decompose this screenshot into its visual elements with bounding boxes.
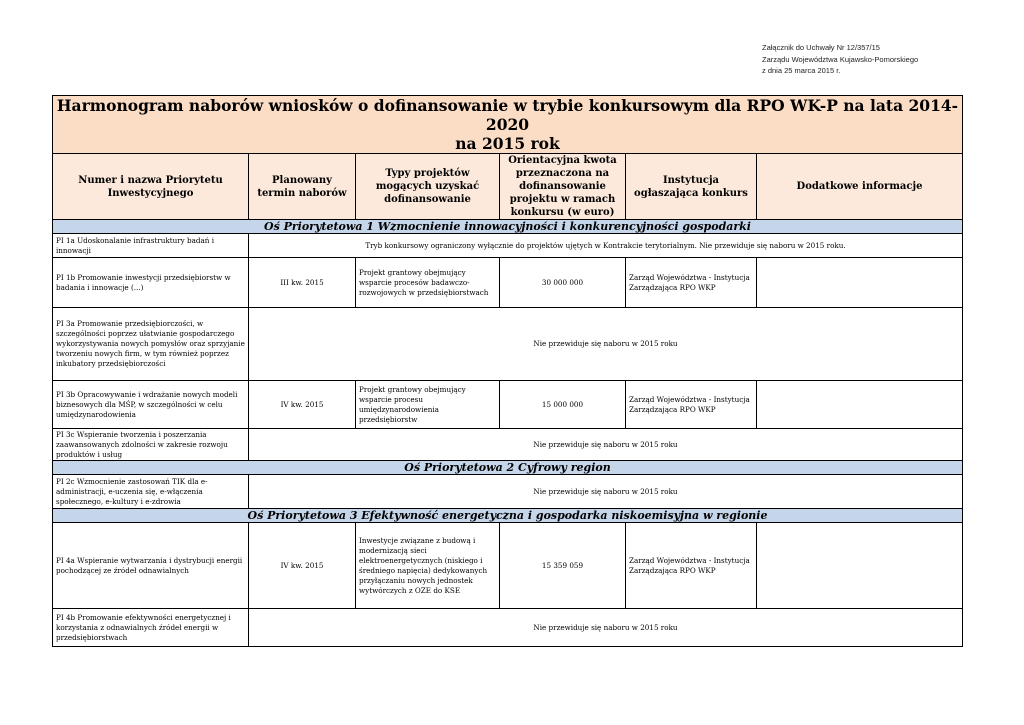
axis-row-1 bbox=[53, 220, 963, 234]
header-institution: Instytucja ogłaszająca konkurs bbox=[626, 154, 757, 220]
attachment-note bbox=[762, 42, 918, 77]
table-row bbox=[53, 308, 963, 381]
row-note: Nie przewiduje się naboru w 2015 roku bbox=[249, 609, 963, 647]
table-row bbox=[53, 429, 963, 461]
priority-name: PI 1a Udoskonalanie infrastruktury badań i innowacji bbox=[53, 234, 249, 258]
header-priority: Numer i nazwa Priorytetu Inwestycyjnego bbox=[53, 154, 249, 220]
row-note: Nie przewiduje się naboru w 2015 roku bbox=[249, 429, 963, 461]
header-term: Planowany termin naborów bbox=[249, 154, 356, 220]
table-row bbox=[53, 475, 963, 509]
title-row bbox=[53, 96, 963, 154]
institution: Zarząd Województwa - Instytucja Zarządzająca RPO WKP bbox=[626, 523, 757, 609]
institution: Zarząd Województwa - Instytucja Zarządzająca RPO WKP bbox=[626, 381, 757, 429]
note-line-3: z dnia 25 marca 2015 r. bbox=[762, 66, 841, 75]
header-additional-info: Dodatkowe informacje bbox=[757, 154, 963, 220]
row-note: Nie przewiduje się naboru w 2015 roku bbox=[249, 475, 963, 509]
priority-name: PI 3b Opracowywanie i wdrażanie nowych modeli biznesowych dla MŚP, w szczególności w celu umiędzynarodowienia bbox=[53, 381, 249, 429]
table-row bbox=[53, 381, 963, 429]
title-line-1: Harmonogram naborów wniosków o dofinansowanie w trybie konkursowym dla RPO WK-P na lata 2014-2020 bbox=[56, 96, 959, 134]
axis-title-1: Oś Priorytetowa 1 Wzmocnienie innowacyjności i konkurencyjności gospodarki bbox=[53, 220, 963, 234]
planned-term: IV kw. 2015 bbox=[249, 523, 356, 609]
axis-title-3: Oś Priorytetowa 3 Efektywność energetyczna i gospodarka niskoemisyjna w regionie bbox=[53, 509, 963, 523]
amount: 30 000 000 bbox=[500, 258, 626, 308]
header-project-types: Typy projektów mogących uzyskać dofinansowanie bbox=[356, 154, 500, 220]
priority-name: PI 4b Promowanie efektywności energetycznej i korzystania z odnawialnych źródeł energii w przedsiębiorstwach bbox=[53, 609, 249, 647]
note-line-2: Zarządu Województwa Kujawsko-Pomorskiego bbox=[762, 54, 919, 64]
additional-info bbox=[757, 258, 963, 308]
table-row bbox=[53, 234, 963, 258]
planned-term: III kw. 2015 bbox=[249, 258, 356, 308]
project-type: Inwestycje związane z budową i modernizacją sieci elektroenergetycznych (niskiego i średniego napięcia) dedykowanych przyłączaniu nowych jednostek wytwórczych z OZE do KSE bbox=[356, 523, 500, 609]
table-row bbox=[53, 609, 963, 647]
planned-term: IV kw. 2015 bbox=[249, 381, 356, 429]
schedule-table bbox=[52, 95, 963, 647]
priority-name: PI 3c Wspieranie tworzenia i poszerzania zaawansowanych zdolności w zakresie rozwoju produktów i usług bbox=[53, 429, 249, 461]
priority-name: PI 2c Wzmocnienie zastosowań TIK dla e-administracji, e-uczenia się, e-włączenia społecznego, e-kultury i e-zdrowia bbox=[53, 475, 249, 509]
header-row bbox=[53, 154, 963, 220]
table-row bbox=[53, 523, 963, 609]
additional-info bbox=[757, 381, 963, 429]
axis-row-2 bbox=[53, 461, 963, 475]
priority-name: PI 3a Promowanie przedsiębiorczości, w szczególności poprzez ułatwianie gospodarczego wykorzystywania nowych pomysłów oraz sprzyjanie tworzeniu nowych firm, w tym również poprzez inkubatory przedsiębiorczości bbox=[53, 308, 249, 381]
project-type: Projekt grantowy obejmujący wsparcie procesów badawczo-rozwojowych w przedsiębiorstwach bbox=[356, 258, 500, 308]
header-amount: Orientacyjna kwota przeznaczona na dofinansowanie projektu w ramach konkursu (w euro) bbox=[500, 154, 626, 220]
title-line-2: na 2015 rok bbox=[455, 134, 560, 153]
priority-name: PI 4a Wspieranie wytwarzania i dystrybucji energii pochodzącej ze źródeł odnawialnych bbox=[53, 523, 249, 609]
row-note: Tryb konkursowy ograniczony wyłącznie do projektów ujętych w Kontrakcie terytorialnym. Nie przewiduje się naboru w 2015 roku. bbox=[249, 234, 963, 258]
axis-row-3 bbox=[53, 509, 963, 523]
amount: 15 359 059 bbox=[500, 523, 626, 609]
axis-title-2: Oś Priorytetowa 2 Cyfrowy region bbox=[53, 461, 963, 475]
page-title bbox=[53, 96, 963, 154]
priority-name: PI 1b Promowanie inwestycji przedsiębiorstw w badania i innowacje (...) bbox=[53, 258, 249, 308]
note-line-1: Załącznik do Uchwały Nr 12/357/15 bbox=[762, 43, 880, 52]
amount: 15 000 000 bbox=[500, 381, 626, 429]
additional-info bbox=[757, 523, 963, 609]
table-row bbox=[53, 258, 963, 308]
institution: Zarząd Województwa - Instytucja Zarządzająca RPO WKP bbox=[626, 258, 757, 308]
row-note: Nie przewiduje się naboru w 2015 roku bbox=[249, 308, 963, 381]
project-type: Projekt grantowy obejmujący wsparcie procesu umiędzynarodowienia przedsiębiorstw bbox=[356, 381, 500, 429]
